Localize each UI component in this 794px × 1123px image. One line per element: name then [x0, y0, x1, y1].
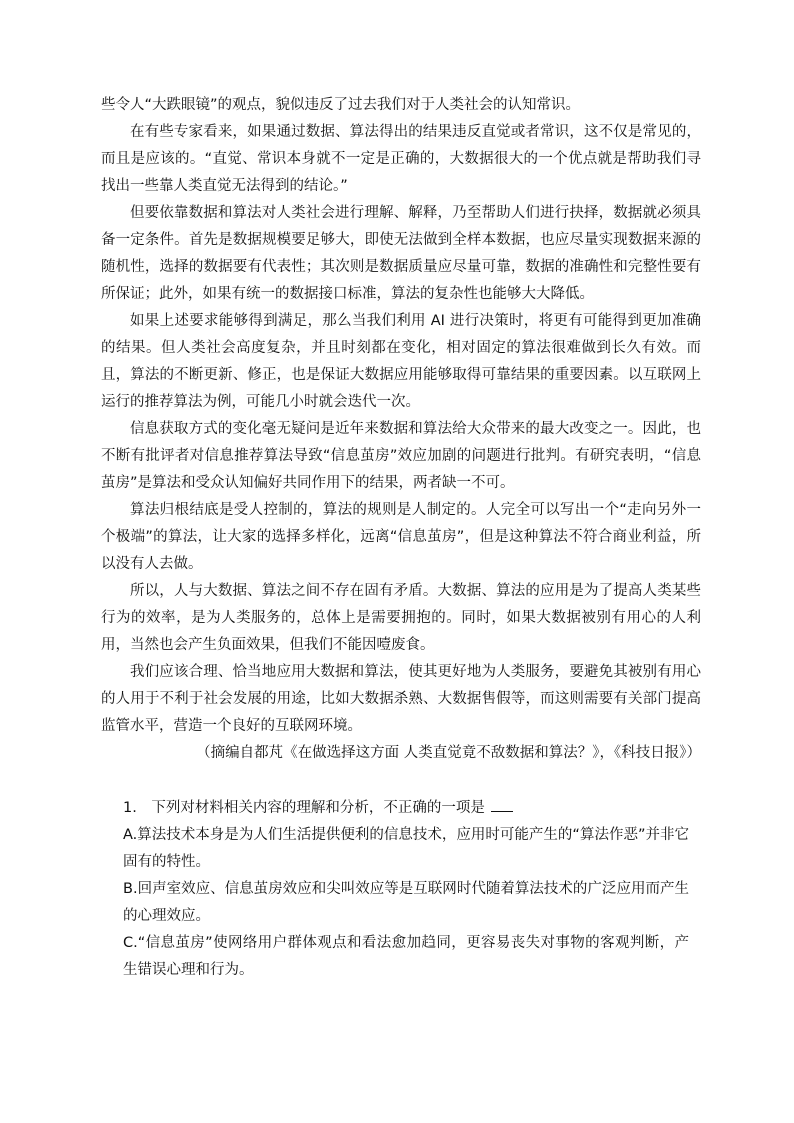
question-option-b: B.回声室效应、信息茧房效应和尖叫效应等是互联网时代随着算法技术的广泛应用而产生的心理效应。 — [123, 881, 689, 924]
section-spacer — [101, 767, 701, 795]
article-paragraph: 在有些专家看来，如果通过数据、算法得出的结果违反直觉或者常识，这不仅是常见的，而且是应该的。“直觉、常识本身就不一定是正确的，大数据很大的一个优点就是帮助我们寻找出一些靠人类直觉无法得到的结论。” — [101, 124, 701, 194]
article-paragraph: 信息获取方式的变化毫无疑问是近年来数据和算法给大众带来的最大改变之一。因此，也不断有批评者对信息推荐算法导致“信息茧房”效应加剧的问题进行批判。有研究表明，“信息茧房”是算法和受众认知偏好共同作用下的结果，两者缺一不可。 — [101, 421, 701, 491]
document-content — [101, 92, 701, 984]
question-option-a: A.算法技术本身是为人们生活提供便利的信息技术，应用时可能产生的“算法作恶”并非它固有的特性。 — [123, 827, 689, 870]
article-source-citation: （摘编自都芃《在做选择这方面 人类直觉竟不敌数据和算法？》，《科技日报》） — [196, 745, 701, 761]
question-stem — [101, 795, 701, 822]
article-paragraph: 所以，人与大数据、算法之间不存在固有矛盾。大数据、算法的应用是为了提高人类某些行为的效率，是为人类服务的，总体上是需要拥抱的。同时，如果大数据被别有用心的人利用，当然也会产生负面效果，但我们不能因噎废食。 — [101, 583, 701, 653]
article-paragraph: 算法归根结底是受人控制的，算法的规则是人制定的。人完全可以写出一个“走向另外一个极端”的算法，让大家的选择多样化，远离“信息茧房”，但是这种算法不符合商业利益，所以没有人去做。 — [101, 502, 701, 572]
article-paragraph-continued: 些令人“大跌眼镜”的观点，貌似违反了过去我们对于人类社会的认知常识。 — [101, 97, 581, 113]
article-paragraph: 如果上述要求能够得到满足，那么当我们利用 AI 进行决策时，将更有可能得到更加准确的结果。但人类社会高度复杂，并且时刻都在变化，相对固定的算法很难做到长久有效。而且，算法的不断更新、修正，也是保证大数据应用能够取得可靠结果的重要因素。以互联网上运行的推荐算法为例，可能几小时就会迭代一次。 — [101, 313, 701, 410]
answer-blank[interactable] — [491, 797, 513, 812]
question-option-c: C.“信息茧房”使网络用户群体观点和看法愈加趋同，更容易丧失对事物的客观判断，产生错误心理和行为。 — [123, 935, 689, 978]
question-stem-text: 1. 下列对材料相关内容的理解和分析，不正确的一项是 — [123, 800, 485, 816]
article-paragraph: 但要依靠数据和算法对人类社会进行理解、解释，乃至帮助人们进行抉择，数据就必须具备一定条件。首先是数据规模要足够大，即使无法做到全样本数据，也应尽量实现数据来源的随机性，选择的数据要有代表性；其次则是数据质量应尽量可靠，数据的准确性和完整性要有所保证；此外，如果有统一的数据接口标准，算法的复杂性也能够大大降低。 — [101, 205, 701, 302]
article-paragraph: 我们应该合理、恰当地应用大数据和算法，使其更好地为人类服务，要避免其被别有用心的人用于不利于社会发展的用途，比如大数据杀熟、大数据售假等，而这则需要有关部门提高监管水平，营造一个良好的互联网环境。 — [101, 664, 701, 734]
